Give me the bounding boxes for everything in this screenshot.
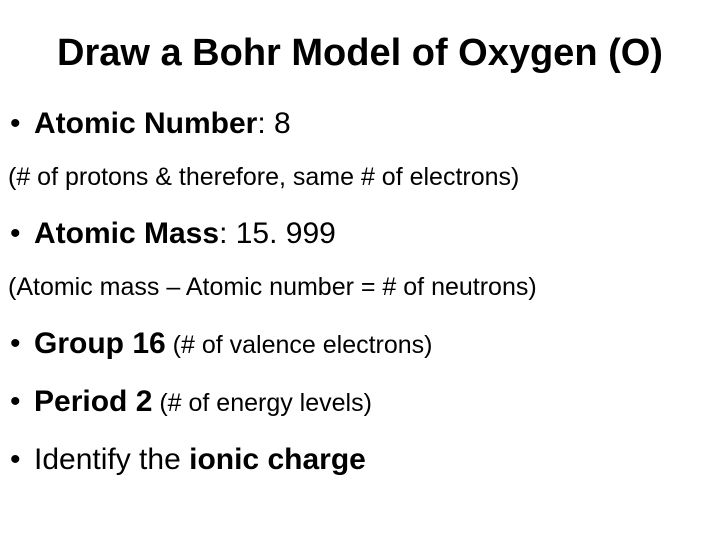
identify-emphasis: ionic charge xyxy=(189,443,366,476)
bullet-dot: • xyxy=(10,107,21,140)
bullet-dot: • xyxy=(10,327,21,360)
bullet-dot: • xyxy=(10,217,21,250)
bullet-atomic-number xyxy=(10,106,291,142)
note-neutrons: (Atomic mass – Atomic number = # of neutrons) xyxy=(8,273,537,301)
atomic-mass-value: 15. 999 xyxy=(227,217,336,250)
note-protons: (# of protons & therefore, same # of electrons) xyxy=(8,163,520,191)
atomic-number-label: Atomic Number xyxy=(34,107,258,140)
bullet-group xyxy=(10,326,433,362)
bullet-dot: • xyxy=(10,443,21,476)
period-label: Period 2 xyxy=(34,385,153,418)
atomic-mass-separator: : xyxy=(219,217,228,250)
period-detail: (# of energy levels) xyxy=(152,389,372,417)
bullet-atomic-mass xyxy=(10,216,336,252)
atomic-number-separator: : xyxy=(257,107,266,140)
bullet-identify xyxy=(10,442,366,478)
atomic-mass-label: Atomic Mass xyxy=(34,217,220,250)
group-label: Group 16 xyxy=(34,327,166,360)
atomic-number-value: 8 xyxy=(265,107,291,140)
group-detail: (# of valence electrons) xyxy=(165,331,433,359)
slide-title: Draw a Bohr Model of Oxygen (O) xyxy=(57,32,663,74)
identify-prefix: Identify the xyxy=(34,443,190,476)
bullet-dot: • xyxy=(10,385,21,418)
bullet-period xyxy=(10,384,372,420)
